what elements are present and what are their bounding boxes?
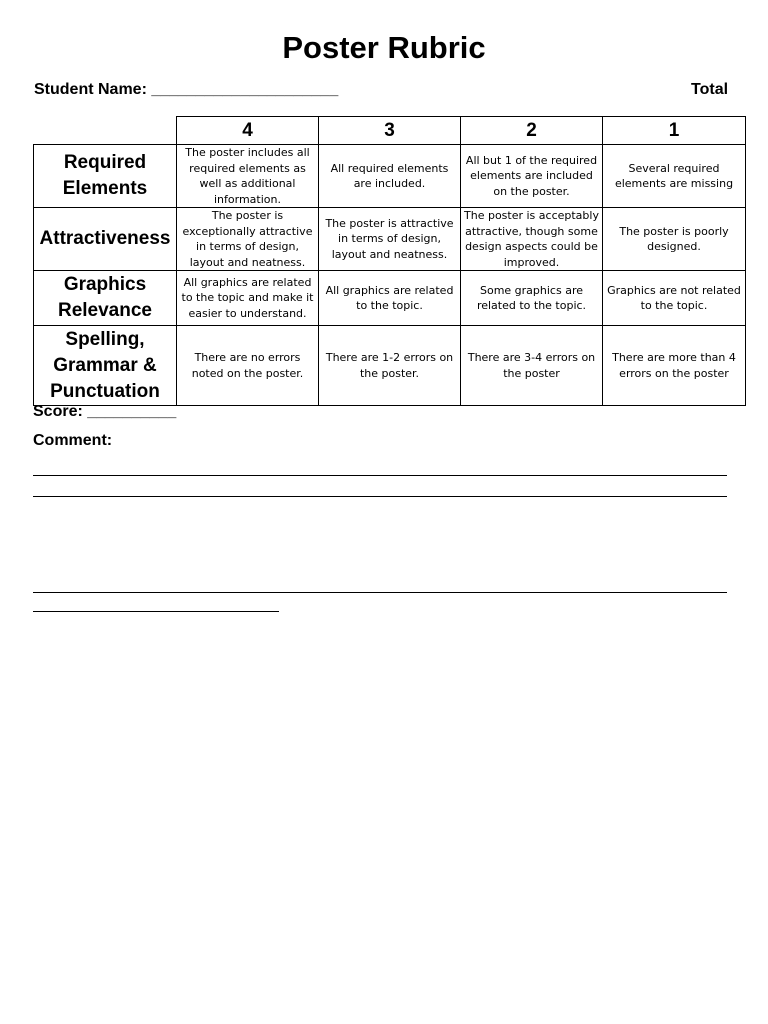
score-header-4: 4 [177,117,319,145]
criterion-cell: Attractiveness [34,208,177,271]
descriptor-cell: The poster is acceptably attractive, though some design aspects could be improved. [461,208,603,271]
comment-line[interactable] [33,475,727,476]
descriptor-cell: There are more than 4 errors on the poster [603,326,746,406]
score-header-3: 3 [319,117,461,145]
criterion-cell: Graphics Relevance [34,271,177,326]
comment-label: Comment: [33,432,113,449]
descriptor-cell: The poster is exceptionally attractive in terms of design, layout and neatness. [177,208,319,271]
score-field[interactable]: Score: __________ [33,403,177,420]
descriptor-cell: There are 1-2 errors on the poster. [319,326,461,406]
blank-header-cell [34,117,177,145]
comment-line[interactable] [33,592,727,593]
table-row [34,271,746,326]
page-title: Poster Rubric [282,30,486,65]
score-header-row [34,117,746,145]
table-row [34,326,746,406]
score-header-1: 1 [603,117,746,145]
descriptor-cell: All graphics are related to the topic. [319,271,461,326]
descriptor-cell: Some graphics are related to the topic. [461,271,603,326]
criterion-cell: Required Elements [34,145,177,208]
descriptor-cell: All graphics are related to the topic and make it easier to understand. [177,271,319,326]
score-header-2: 2 [461,117,603,145]
rubric-table [33,116,746,406]
descriptor-cell: Several required elements are missing [603,145,746,208]
descriptor-cell: All but 1 of the required elements are included on the poster. [461,145,603,208]
descriptor-cell: Graphics are not related to the topic. [603,271,746,326]
descriptor-cell: The poster includes all required elements as well as additional information. [177,145,319,208]
table-row [34,208,746,271]
descriptor-cell: All required elements are included. [319,145,461,208]
descriptor-cell: The poster is attractive in terms of design, layout and neatness. [319,208,461,271]
comment-line[interactable] [33,496,727,497]
descriptor-cell: The poster is poorly designed. [603,208,746,271]
student-name-field[interactable]: Student Name: _____________________ [34,81,339,98]
comment-line[interactable] [33,611,279,612]
descriptor-cell: There are 3-4 errors on the poster [461,326,603,406]
descriptor-cell: There are no errors noted on the poster. [177,326,319,406]
table-row [34,145,746,208]
total-label: Total [691,81,729,98]
criterion-cell: Spelling, Grammar & Punctuation [34,326,177,406]
